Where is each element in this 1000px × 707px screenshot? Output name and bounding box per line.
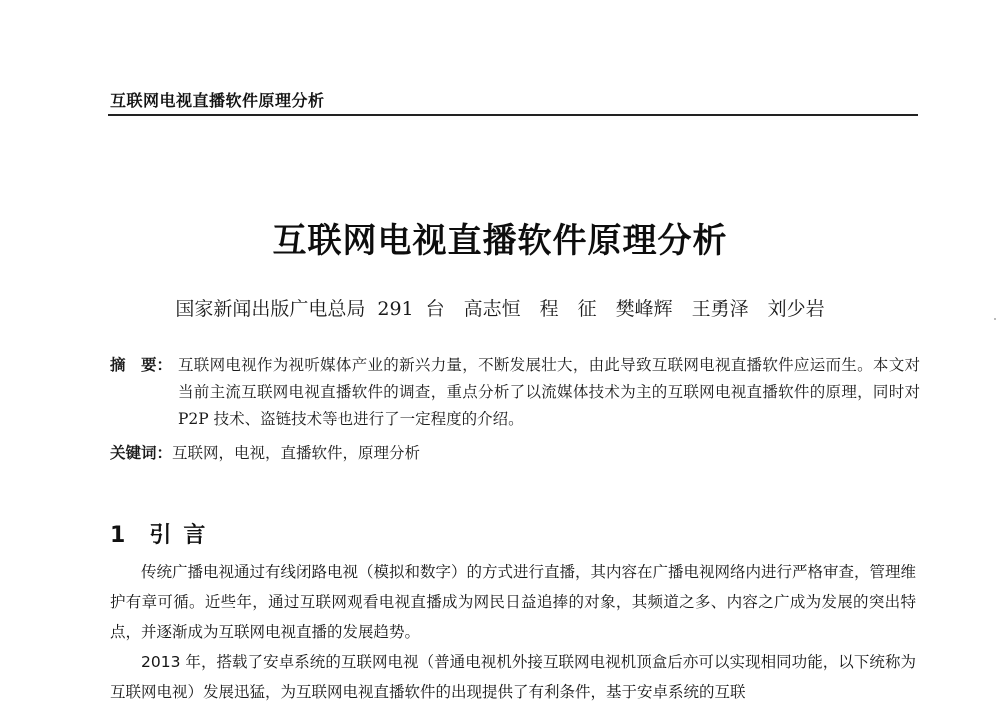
section-title: 引言 <box>149 523 218 548</box>
scan-speck <box>994 318 996 320</box>
keywords-label: 关键词： <box>110 444 173 462</box>
section-body <box>110 557 916 707</box>
header-rule <box>108 114 918 116</box>
section-heading <box>110 518 217 549</box>
section-number: 1 <box>110 523 128 548</box>
keywords-block <box>110 440 920 467</box>
body-paragraph: 2013 年，搭载了安卓系统的互联网电视（普通电视机外接互联网电视机顶盒后亦可以实现相同功能，以下统称为互联网电视）发展迅猛，为互联网电视直播软件的出现提供了有利条件，基于安卓系统的互联 <box>110 653 916 701</box>
abstract-label: 摘 要： <box>110 356 173 374</box>
author-line: 国家新闻出版广电总局 291 台 高志恒 程 征 樊峰辉 王勇泽 刘少岩 <box>175 298 825 320</box>
paper-title: 互联网电视直播软件原理分析 <box>272 221 728 261</box>
keywords-text: 互联网，电视，直播软件，原理分析 <box>172 444 421 462</box>
abstract-text: 互联网电视作为视听媒体产业的新兴力量，不断发展壮大，由此导致互联网电视直播软件应运而生。本文对当前主流互联网电视直播软件的调查，重点分析了以流媒体技术为主的互联网电视直播软件的原理，同时对 P2P 技术、盗链技术等也进行了一定程度的介绍。 <box>178 356 920 428</box>
abstract-block <box>110 352 920 433</box>
running-header: 互联网电视直播软件原理分析 <box>110 91 325 110</box>
body-paragraph: 传统广播电视通过有线闭路电视（模拟和数字）的方式进行直播，其内容在广播电视网络内进行严格审查，管理维护有章可循。近些年，通过互联网观看电视直播成为网民日益追捧的对象，其频道之多、内容之广成为发展的突出特点，并逐渐成为互联网电视直播的发展趋势。 <box>110 563 917 641</box>
